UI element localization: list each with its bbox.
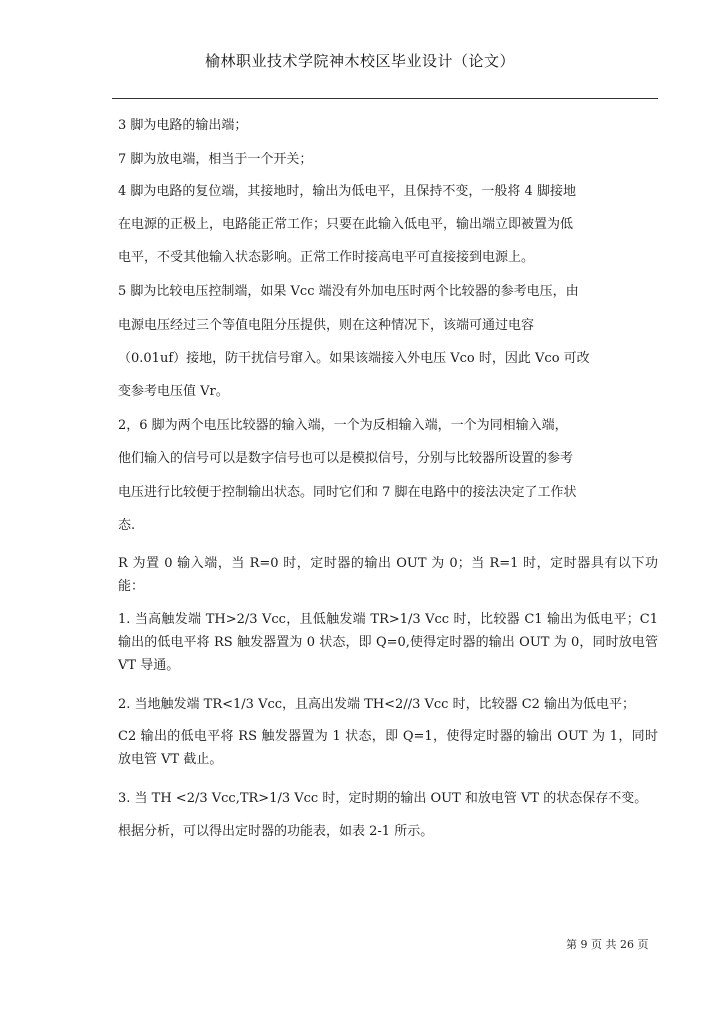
paragraph-pin5-line4: 变参考电压值 Vr。 <box>118 384 229 399</box>
paragraph-pin26-line1: 2，6 脚为两个电压比较器的输入端，一个为反相输入端，一个为同相输入端， <box>118 418 568 433</box>
header-divider <box>112 98 658 99</box>
paragraph-conclusion: 根据分析，可以得出定时器的功能表，如表 2-1 所示。 <box>118 824 434 839</box>
page-header-title: 榆林职业技术学院神木校区毕业设计（论文） <box>204 52 515 70</box>
paragraph-case1: 1. 当高触发端 TH>2/3 Vcc，且低触发端 TR>1/3 Vcc 时，比较器 C1 输出为低电平；C1 输出的低电平将 RS 触发器置为 0 状态，即 Q=0,使得定时器的输出 OUT 为 0，同时放电管 VT 导通。 <box>118 612 658 673</box>
paragraph-pin5-line1: 5 脚为比较电压控制端，如果 Vcc 端没有外加电压时两个比较器的参考电压，由 <box>118 284 579 299</box>
paragraph-pin7: 7 脚为放电端，相当于一个开关； <box>118 152 313 167</box>
paragraph-pin26-line4: 态. <box>118 518 136 533</box>
paragraph-case2-line1: 2. 当地触发端 TR<1/3 Vcc，且高出发端 TH<2//3 Vcc 时，比较器 C2 输出为低电平； <box>118 697 636 712</box>
paragraph-case2-line2: C2 输出的低电平将 RS 触发器置为 1 状态，即 Q=1，使得定时器的输出 OUT 为 1，同时放电管 VT 截止。 <box>118 729 658 767</box>
page-number: 第 9 页 共 26 页 <box>566 938 649 951</box>
paragraph-pin4-line2: 在电源的正极上，电路能正常工作；只要在此输入低电平，输出端立即被置为低 <box>118 217 574 232</box>
paragraph-pin4-line1: 4 脚为电路的复位端，其接地时，输出为低电平，且保持不变，一般将 4 脚接地 <box>118 184 576 199</box>
paragraph-pin26-line2: 他们输入的信号可以是数字信号也可以是模拟信号，分别与比较器所设置的参考 <box>118 451 574 466</box>
paragraph-pin26-line3: 电压进行比较便于控制输出状态。同时它们和 7 脚在电路中的接法决定了工作状 <box>118 485 577 500</box>
paragraph-pin4-line3: 电平，不受其他输入状态影响。正常工作时接高电平可直接接到电源上。 <box>118 250 535 265</box>
paragraph-pin5-line3: （0.01uf）接地，防干扰信号窜入。如果该端接入外电压 Vco 时，因此 Vco 可改 <box>118 351 590 366</box>
paragraph-pin5-line2: 电源电压经过三个等值电阻分压提供，则在这种情况下，该端可通过电容 <box>118 318 535 333</box>
paragraph-case3: 3. 当 TH <2/3 Vcc,TR>1/3 Vcc 时，定时期的输出 OUT 和放电管 VT 的状态保存不变。 <box>118 791 648 806</box>
paragraph-pin3: 3 脚为电路的输出端； <box>118 118 248 133</box>
paragraph-reset: R 为置 0 输入端，当 R=0 时，定时器的输出 OUT 为 0；当 R=1 时，定时器具有以下功能： <box>118 556 658 594</box>
